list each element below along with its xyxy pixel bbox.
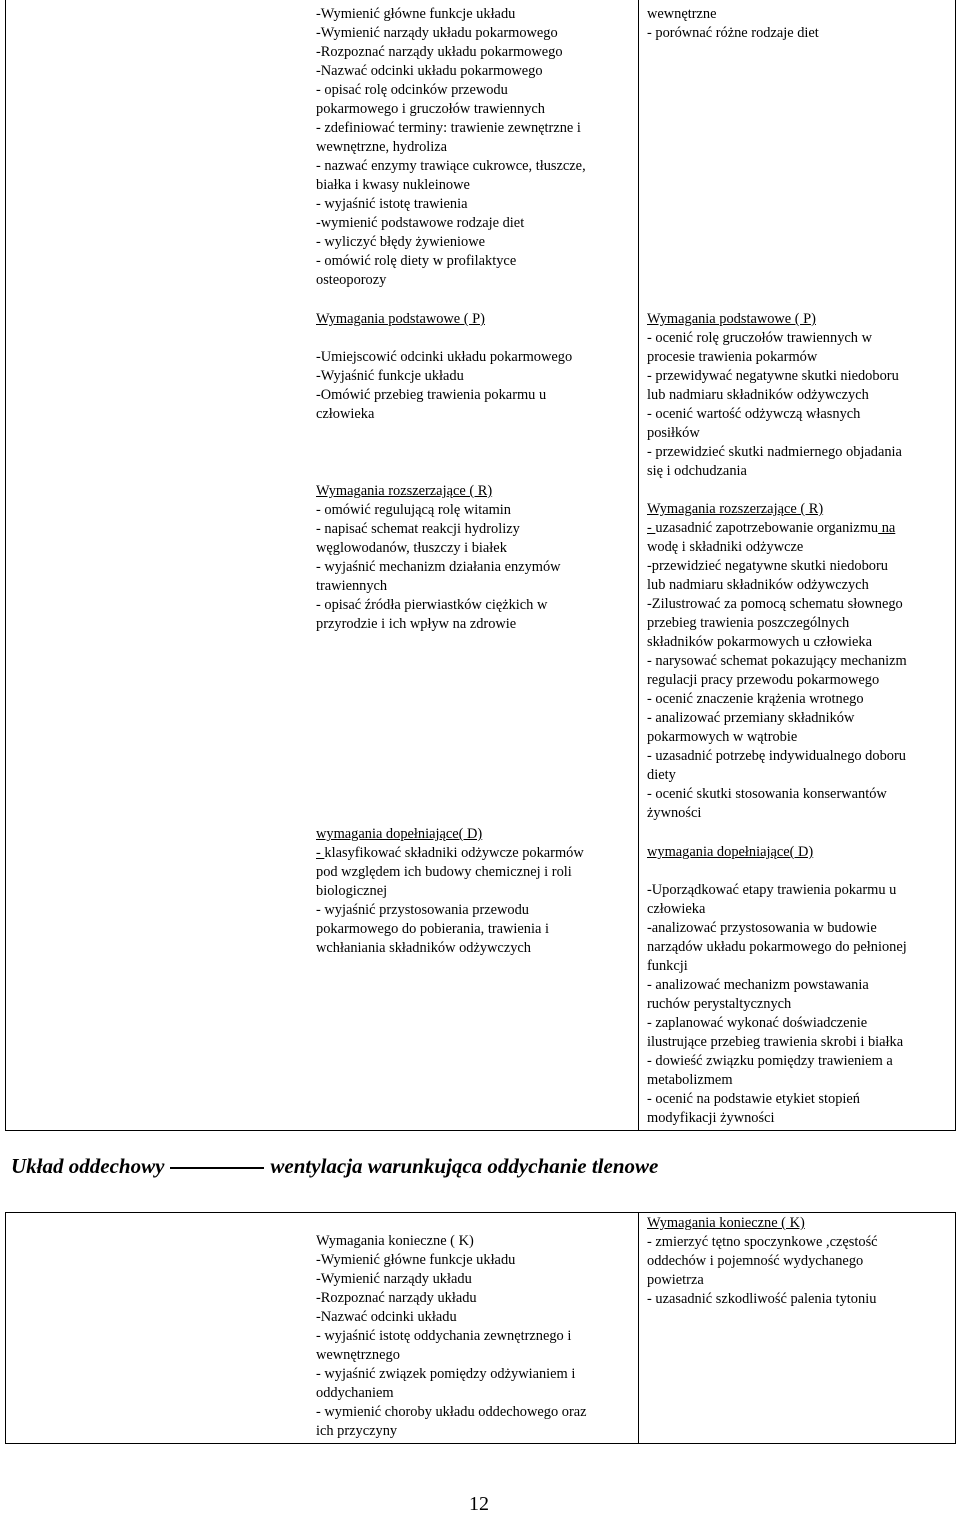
list-item: pokarmowego i gruczołów trawiennych (316, 101, 545, 117)
list-item: wewnętrzne, hydroliza (316, 139, 448, 155)
list-item: funkcji (647, 958, 688, 974)
list-item: -analizować przystosowania w budowie (647, 920, 877, 936)
bottom-table-top-border (5, 1212, 956, 1213)
top-table-middle-border (638, 0, 639, 1131)
list-item: -Wymienić główne funkcje układu (316, 1252, 516, 1268)
list-item (316, 844, 584, 863)
top-left-cell (316, 5, 634, 956)
list-item: - omówić regulującą rolę witamin (316, 502, 512, 518)
list-item: się i odchudzania (647, 463, 747, 479)
rozszerzajace-section (647, 500, 907, 823)
list-item: lub nadmiaru składników odżywczych (647, 577, 869, 593)
list-item: -Rozpoznać narządy układu (316, 1290, 477, 1306)
list-item: - ocenić skutki stosowania konserwantów (647, 786, 887, 802)
list-item: - dowieść związku pomiędzy trawieniem a (647, 1053, 893, 1069)
list-item: - wyjaśnić związek pomiędzy odżywianiem i (316, 1366, 576, 1382)
list-item: - porównać różne rodzaje diet (647, 25, 819, 41)
list-item: białka i kwasy nukleinowe (316, 177, 470, 193)
bottom-left-cell (316, 1232, 634, 1441)
top-right-cell (647, 5, 952, 1126)
list-item: - wyjaśnić istotę trawienia (316, 196, 468, 212)
section-heading: Wymagania rozszerzające ( R) (316, 483, 493, 499)
list-item: - omówić rolę diety w profilaktyce (316, 253, 517, 269)
section-title-part2: wentylacja warunkująca oddychanie tlenowe (270, 1154, 659, 1178)
list-item: - zmierzyć tętno spoczynkowe ,częstość (647, 1234, 878, 1250)
list-item: narządów układu pokarmowego do pełnionej (647, 939, 907, 955)
list-item: żywności (647, 805, 702, 821)
list-item: składników pokarmowych u człowieka (647, 634, 872, 650)
list-item: człowieka (647, 901, 706, 917)
list-item: -Umiejscowić odcinki układu pokarmowego (316, 349, 573, 365)
title-dash (170, 1167, 264, 1169)
list-item: przyrodzie i ich wpływ na zdrowie (316, 616, 517, 632)
list-item: procesie trawienia pokarmów (647, 349, 818, 365)
list-item-text: klasyfikować składniki odżywcze pokarmów (324, 845, 584, 861)
list-item: - zaplanować wykonać doświadczenie (647, 1015, 868, 1031)
top-table-right-border (955, 0, 956, 1131)
list-item: - ocenić znaczenie krążenia wrotnego (647, 691, 864, 707)
list-item: diety (647, 767, 676, 783)
list-item: - analizować przemiany składników (647, 710, 855, 726)
top-table-left-border (5, 0, 6, 1131)
section-heading: Wymagania podstawowe ( P) (316, 311, 485, 327)
bottom-table-left-border (5, 1212, 6, 1444)
list-item: - wymienić choroby układu oddechowego oraz (316, 1404, 587, 1420)
list-item: oddechów i pojemność wydychanego (647, 1253, 864, 1269)
list-item: - napisać schemat reakcji hydrolizy (316, 521, 520, 537)
section-heading: Wymagania rozszerzające ( R) (647, 501, 824, 517)
list-item: człowieka (316, 406, 375, 422)
top-table-bottom-border (5, 1130, 956, 1131)
list-item: - wyjaśnić przystosowania przewodu (316, 902, 529, 918)
list-item: wewnętrzne (647, 6, 717, 22)
list-item: -Uporządkować etapy trawienia pokarmu u (647, 882, 897, 898)
section-heading: Wymagania podstawowe ( P) (647, 311, 816, 327)
list-item: węglowodanów, tłuszczy i białek (316, 540, 507, 556)
list-item: - ocenić na podstawie etykiet stopień (647, 1091, 860, 1107)
list-item: wodę i składniki odżywcze (647, 539, 804, 555)
list-item: - przewidzieć skutki nadmiernego objadania (647, 444, 902, 460)
list-item: posiłków (647, 425, 700, 441)
list-item: osteoporozy (316, 272, 387, 288)
list-item: oddychaniem (316, 1385, 394, 1401)
dopelniajace-section (647, 843, 907, 1128)
list-item: -Zilustrować za pomocą schematu słownego (647, 596, 903, 612)
bottom-right-cell (647, 1214, 952, 1309)
list-item: wchłaniania składników odżywczych (316, 940, 531, 956)
underlined-dash: - (316, 845, 325, 861)
list-item: ich przyczyny (316, 1423, 398, 1439)
list-item: modyfikacji żywności (647, 1110, 775, 1126)
section-heading: Wymagania konieczne ( K) (647, 1215, 805, 1231)
list-item: -Rozpoznać narządy układu pokarmowego (316, 44, 563, 60)
list-item: - opisać źródła pierwiastków ciężkich w (316, 597, 548, 613)
list-item: metabolizmem (647, 1072, 733, 1088)
section-heading: wymagania dopełniające( D) (647, 844, 814, 860)
list-item: pokarmowego do pobierania, trawienia i (316, 921, 549, 937)
list-item: - opisać rolę odcinków przewodu (316, 82, 508, 98)
list-item: -Omówić przebieg trawienia pokarmu u (316, 387, 547, 403)
intro-requirements-list (316, 5, 634, 290)
list-item: powietrza (647, 1272, 704, 1288)
list-item: -Wymienić narządy układu (316, 1271, 472, 1287)
list-item: - wyjaśnić mechanizm działania enzymów (316, 559, 561, 575)
dopelniajace-section (316, 825, 584, 958)
list-item: ruchów perystaltycznych (647, 996, 792, 1012)
rozszerzajace-section (316, 482, 561, 634)
bottom-table-right-border (955, 1212, 956, 1444)
page-number: 12 (469, 1493, 489, 1515)
list-item-text: uzasadnić zapotrzebowanie organizmu (655, 520, 879, 536)
list-item: -Nazwać odcinki układu pokarmowego (316, 63, 543, 79)
list-item: regulacji pracy przewodu pokarmowego (647, 672, 880, 688)
list-item: -Nazwać odcinki układu (316, 1309, 457, 1325)
list-item: ilustrujące przebieg trawienia skrobi i białka (647, 1034, 904, 1050)
list-item: trawiennych (316, 578, 388, 594)
list-item: pod względem ich budowy chemicznej i roli (316, 864, 572, 880)
podstawowe-section (316, 310, 572, 424)
list-item: -wymienić podstawowe rodzaje diet (316, 215, 525, 231)
list-item: - wyjaśnić istotę oddychania zewnętrznego i (316, 1328, 572, 1344)
list-item: - nazwać enzymy trawiące cukrowce, tłuszcze, (316, 158, 586, 174)
list-item: -przewidzieć negatywne skutki niedoboru (647, 558, 888, 574)
list-item: Wymagania konieczne ( K) (316, 1233, 474, 1249)
podstawowe-section (647, 310, 902, 481)
list-item: - analizować mechanizm powstawania (647, 977, 869, 993)
list-item: -Wymienić główne funkcje układu (316, 6, 516, 22)
list-item: biologicznej (316, 883, 388, 899)
list-item: -Wymienić narządy układu pokarmowego (316, 25, 558, 41)
list-item: - ocenić wartość odżywczą własnych (647, 406, 861, 422)
list-item: -Wyjaśnić funkcje układu (316, 368, 464, 384)
list-item: lub nadmiaru składników odżywczych (647, 387, 869, 403)
section-heading: wymagania dopełniające( D) (316, 826, 483, 842)
intro-requirements-list (647, 5, 952, 43)
list-item (647, 519, 907, 538)
list-item: - narysować schemat pokazujący mechanizm (647, 653, 907, 669)
list-item: - ocenić rolę gruczołów trawiennych w (647, 330, 872, 346)
list-item: pokarmowych w wątrobie (647, 729, 798, 745)
section-title (11, 1154, 659, 1178)
underlined-dash: - (647, 520, 656, 536)
section-title-part1: Układ oddechowy (11, 1154, 165, 1178)
list-item: wewnętrznego (316, 1347, 400, 1363)
list-item: przebieg trawienia poszczególnych (647, 615, 850, 631)
underlined-word: na (878, 520, 896, 536)
list-item: - przewidywać negatywne skutki niedoboru (647, 368, 899, 384)
bottom-table-bottom-border (5, 1443, 956, 1444)
list-item: - uzasadnić potrzebę indywidualnego doboru (647, 748, 906, 764)
list-item: - wyliczyć błędy żywieniowe (316, 234, 486, 250)
bottom-table-middle-border (638, 1212, 639, 1444)
list-item: - uzasadnić szkodliwość palenia tytoniu (647, 1291, 877, 1307)
list-item: - zdefiniować terminy: trawienie zewnętrzne i (316, 120, 581, 136)
